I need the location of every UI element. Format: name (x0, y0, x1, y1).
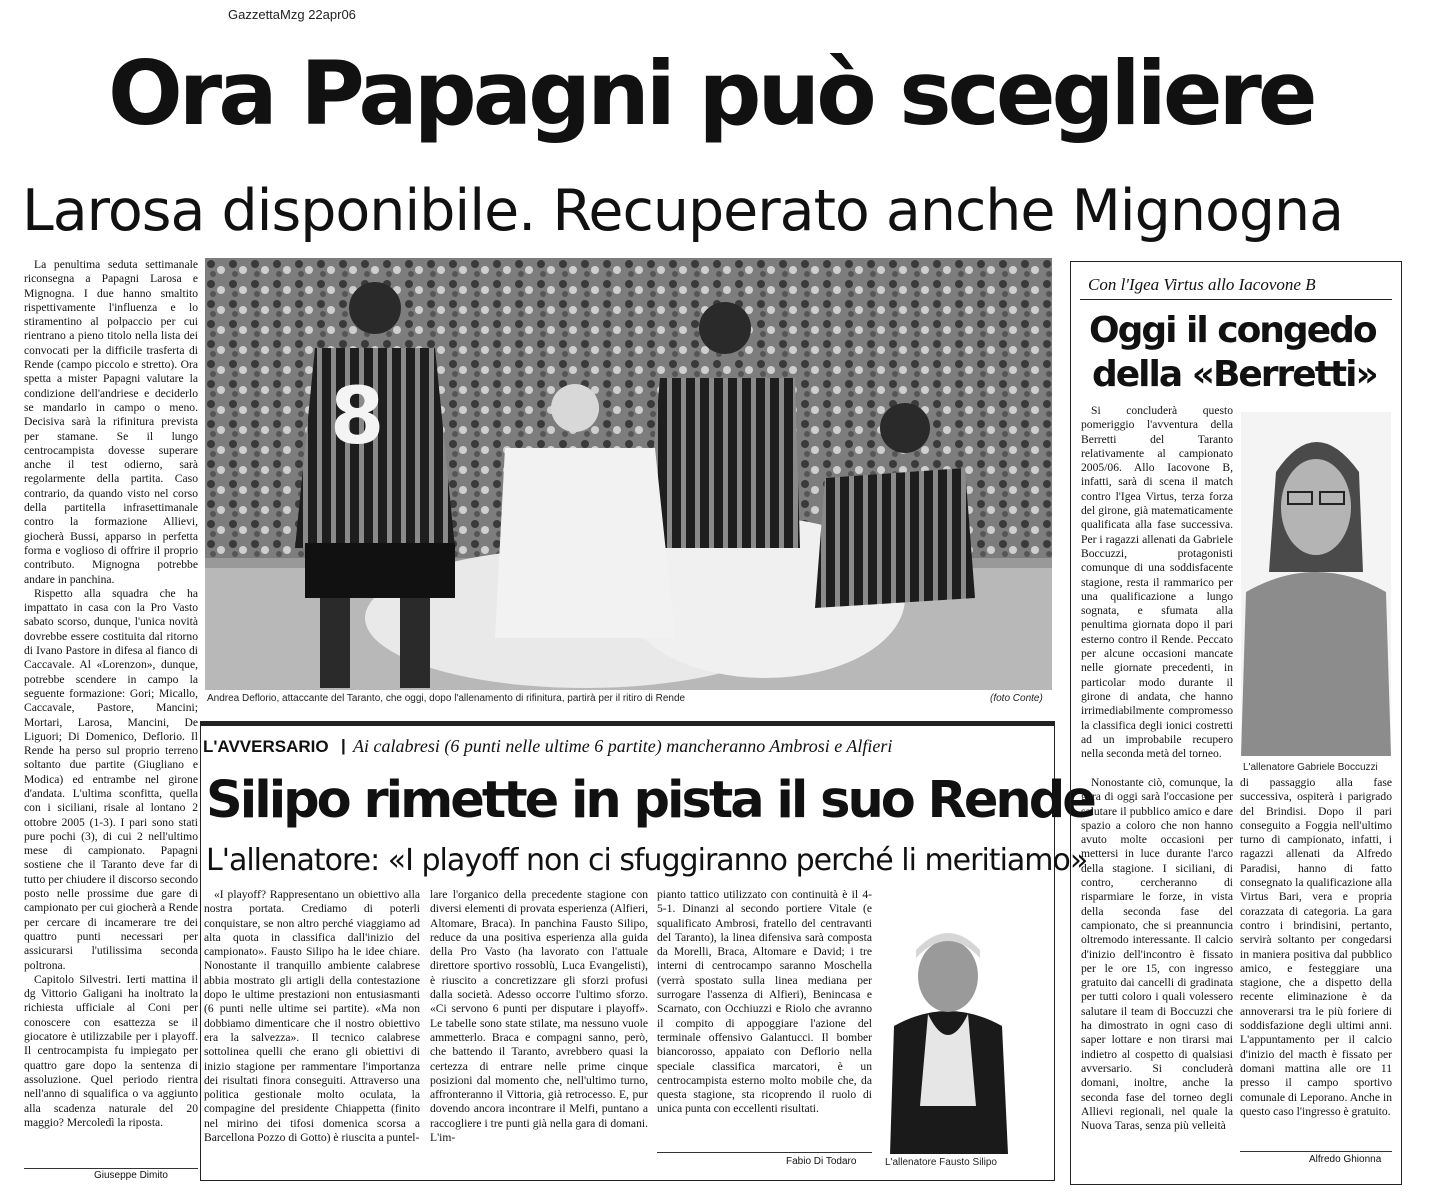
boccuzzi-photo-image (1241, 412, 1391, 756)
main-subheadline: Larosa disponibile. Recuperato anche Mignogna (22, 178, 1344, 244)
rende-column-2 (430, 888, 648, 1173)
rende-column-3 (657, 888, 872, 1138)
match-photo (205, 258, 1052, 690)
berretti-kicker-rule (1080, 299, 1392, 300)
left-paragraph: Rispetto alla squadra che ha impattato in casa con la Pro Vasto sabato scorso, dunque, l'unica novità dovrebbe essere costituita dal ritorno di Ivano Pastore in difesa al fianco di Caccavale. Al «Lorenzon», dunque, potrebbe scendere in campo la seguente formazione: Gori; Micallo, Caccavale, Pastore, Mancini; Mortari, Larosa, Mancini, De Liguori; Di Domenico, Deflorio. Il Rende ha perso sul proprio terreno soltanto due partite (Giugliano e Modica) ed entrambe nel girone d'andata. L'ultima sconfitta, quella con i siciliani, risale al lontano 2 ottobre 2005 (1-3). I pari sono stati pure pochi (3), di cui 2 nell'ultimo mese di campionato. Papagni sostiene che il Taranto deve far di tutto per chiudere il discorso secondo posto nelle prossime due gare di campionato per cui giocherà a Rende per cercare di incamerare tre dei quattro punti necessari per assicurarsi l'utilissima seconda poltrona. (24, 586, 198, 972)
silipo-photo-caption: L'allenatore Fausto Silipo (885, 1157, 997, 1168)
main-headline: Ora Papagni può scegliere (108, 42, 1314, 145)
rende-author: Fabio Di Todaro (786, 1156, 857, 1167)
rende-box-top-rule (200, 721, 1055, 726)
rende-column-text: lare l'organico della precedente stagione con diversi elementi di provata esperienza (Alfieri, Altomare, Braca). In panchina Fausto Silipo, reduce da una positiva esperienza alla guida della Pro Vasto (ha lavorato con l'attuale direttore sportivo rossoblù, Luca Evangelisti), è riuscito a concretizzare gli sforzi profusi dalla società. Adesso occorre l'ultimo sforzo. «Ci servono 6 punti per disputare i playoff». Le tabelle sono state stilate, ma nessuno vuole ammetterlo. Braca e compagni sanno, però, che battendo il Taranto, avrebbero quasi la certezza di entrare nelle prime cinque posizioni dal momento che, nell'ultimo turno, affronteranno il Vittoria, già retrocesso. E, pur dovendo ancora incontrare il Melfi, puntano a raccogliere i tre punti già nella gara di domani. L'im- (430, 888, 648, 1145)
rende-column-text: pianto tattico utilizzato con continuità è il 4-5-1. Dinanzi al secondo portiere Vitale (e squalificato Ambrosi, fratello del centravanti del Taranto), la linea difensiva sarà composta da Morelli, Braca, Altomare e David; i tre interni di centrocampo saranno Moschella (verrà spostato sulla linea mediana per surrogare l'assenza di Alfieri), Benincasa e Scarnato, con Occhiuzzi e Riolo che avranno il compito di appoggiare l'azione del terminale offensivo Galantucci. Il bomber biancorosso, appaiato con Deflorio nella speciale classifica marcatori, è un centrocampista esterno molto mobile che, da questa stagione, sta ricoprendo il ruolo di unica punta con eccellenti risultati. (657, 888, 872, 1116)
berretti-column-text: Si concluderà questo pomeriggio l'avventura della Berretti del Taranto relativamente al campionato 2005/06. Allo Iacovone B, infatti, sarà di scena il match contro l'Igea Virtus, terza forza del girone, già matematicamente qualificata alla fase successiva. Per i ragazzi allenati da Gabriele Boccuzzi, protagonisti comunque di una soddisfacente stagione, resta il rammarico per una qualificazione a lungo sognata, e sfumata alla penultima giornata dopo il pari esterno contro il Rende. Peccato per alcune occasioni mancate nelle giornate precedenti, in particolar modo durante il girone di andata, che hanno irrimediabilmente compromesso la classifica degli ionici costretti ad un improbabile recupero nella seconda metà del torneo. (1081, 404, 1233, 761)
berretti-column-top (1081, 404, 1233, 774)
berretti-headline-line1: Oggi il congedo (1089, 310, 1376, 351)
left-author-rule (24, 1168, 198, 1169)
berretti-author: Alfredo Ghionna (1309, 1154, 1382, 1165)
rende-author-rule (657, 1152, 872, 1153)
silipo-photo-image (880, 906, 1016, 1154)
top-photo-caption: Andrea Deflorio, attaccante del Taranto, che oggi, dopo l'allenamento di rifinitura, partirà per il ritiro di Rende (207, 693, 686, 704)
rende-subheadline: L'allenatore: «I playoff non ci sfuggiranno perché li meritiamo» (206, 843, 1088, 878)
rende-kicker-separator: | (341, 736, 346, 755)
left-author: Giuseppe Dimito (94, 1170, 168, 1181)
berretti-headline-line2: della «Berretti» (1092, 354, 1377, 395)
boccuzzi-photo-caption: L'allenatore Gabriele Boccuzzi (1243, 762, 1378, 773)
boccuzzi-photo (1241, 412, 1391, 756)
rende-kicker-text: Ai calabresi (6 punti nelle ultime 6 partite) mancheranno Ambrosi e Alfieri (353, 736, 893, 756)
left-paragraph: Capitolo Silvestri. Ierti mattina il dg Vittorio Galigani ha inoltrato la richiesta ufficiale al Coni per conoscere con esattezza se il giocatore è utilizzabile per i playoff. Il centrocampista fu impiegato per quattro gare dopo la sentenza di assoluzione. Quel periodo rientra nell'anno di squalifica o va aggiunto alla scadenza naturale del 20 maggio? Mercoledì la riposta. (24, 972, 198, 1129)
berretti-column-right (1240, 776, 1392, 1148)
left-paragraph: La penultima seduta settimanale riconsegna a Papagni Larosa e Mignogna. I due hanno smaltito rispettivamente l'influenza e lo stiramentino al polpaccio per cui rientrano a pieno titolo nella lista dei convocati per la difficile trasferta di Rende (campo piccolo e stretto). Ora spetta a mister Papagni valutare la condizione dell'andriese e deciderlo se mandarlo in campo o meno. Decisiva sarà la rifinitura prevista per stamane. Se il lungo centrocampista dovesse superare anche il test odierno, sarà regolarmente della partita. Caso contrario, da quando visto nel corso della partitella infrasettimanale contro la formazione Allievi, giocherà Bussi, apparso in perfetta forma e voglioso di offrire il proprio contributo. Mignogna potrebbe andare in panchina. (24, 258, 198, 586)
top-photo-credit: (foto Conte) (990, 693, 1043, 704)
rende-column-1 (204, 888, 420, 1173)
left-article-body (24, 258, 198, 1163)
silipo-photo (880, 906, 1016, 1154)
match-photo-image (205, 258, 1052, 690)
clip-label: GazzettaMzg 22apr06 (228, 7, 356, 22)
berretti-column-mid (1081, 776, 1233, 1176)
berretti-author-rule (1240, 1151, 1392, 1152)
rende-headline: Silipo rimette in pista il suo Rende (206, 771, 1094, 830)
berretti-column-text: di passaggio alla fase successiva, ospiterà i parigrado del Brindisi. Dopo il pari conseguito a Foggia nell'ultimo turno di campionato, infatti, i ragazzi allenati da Alfredo Paradisi, hanno di fatto consegnato la qualificazione alla Virtus Bari, vera e propria corazzata di categoria. La gara contro i brindisini, pertanto, servirà soltanto per congedarsi in maniera positiva dal pubblico amico, e festeggiare una stagione, che a dispetto della recente eliminazione è da annoverarsi tra le più foriere di soddisfazione degli ultimi anni. L'appuntamento per il calcio d'inizio del macth è fissato per domani mattina alle ore 11 presso il campo sportivo comunale di Leporano. Anche in questo caso l'ingresso è gratuito. (1240, 776, 1392, 1118)
berretti-kicker: Con l'Igea Virtus allo Iacovone B (1088, 275, 1316, 294)
rende-kicker-label: L'AVVERSARIO (203, 737, 329, 756)
berretti-column-text: Nonostante ciò, comunque, la gara di oggi sarà l'occasione per salutare il pubblico amico e dare spazio a coloro che non hanno avuto molte occasioni per mettersi in luce durante l'arco della stagione. I siciliani, di contro, cercheranno di risparmiare le forze, in vista della seconda fase del campionato, che si preannuncia oltremodo interessante. Il calcio d'inizio dell'incontro è fissato per le ore 15, con ingresso gratuito dai cancelli di gradinata per tutti coloro i quali volessero salutare il team di Boccuzzi che ha dimostrato in ogni caso di saper lottare e non tirarsi mai indietro al cospetto di qualsiasi avversario. Si concluderà domani, inoltre, anche la seconda fase del torneo degli Allievi regionali, nel quale la Nuova Taras, senza più velleità (1081, 776, 1233, 1133)
jersey-number: 8 (330, 372, 385, 462)
rende-column-text: «I playoff? Rappresentano un obiettivo alla nostra portata. Crediamo di poterli conquistare, se non altro perché viaggiamo ad alta quota in classifica dall'inizio del campionato». Fausto Silipo ha le idee chiare. Nonostante il tranquillo ambiente calabrese abbia mostrato gli artigli della contestazione dopo le ultime prestazioni non entusiasmanti (6 punti nelle ultime sei partite). «Ma non dobbiamo dimenticare che il nostro obiettivo era la salvezza». Il tecnico calabrese sottolinea quelli che erano gli obiettivi di inizio stagione per rammentare l'importanza dei risultati finora conseguiti. Attraverso una politica gestionale molto oculata, la compagine del presidente Chiappetta (finito nel mirino dei tifosi domenica scorsa a Barcellona Pozzo di Gotto) è riuscita a puntel- (204, 888, 420, 1145)
